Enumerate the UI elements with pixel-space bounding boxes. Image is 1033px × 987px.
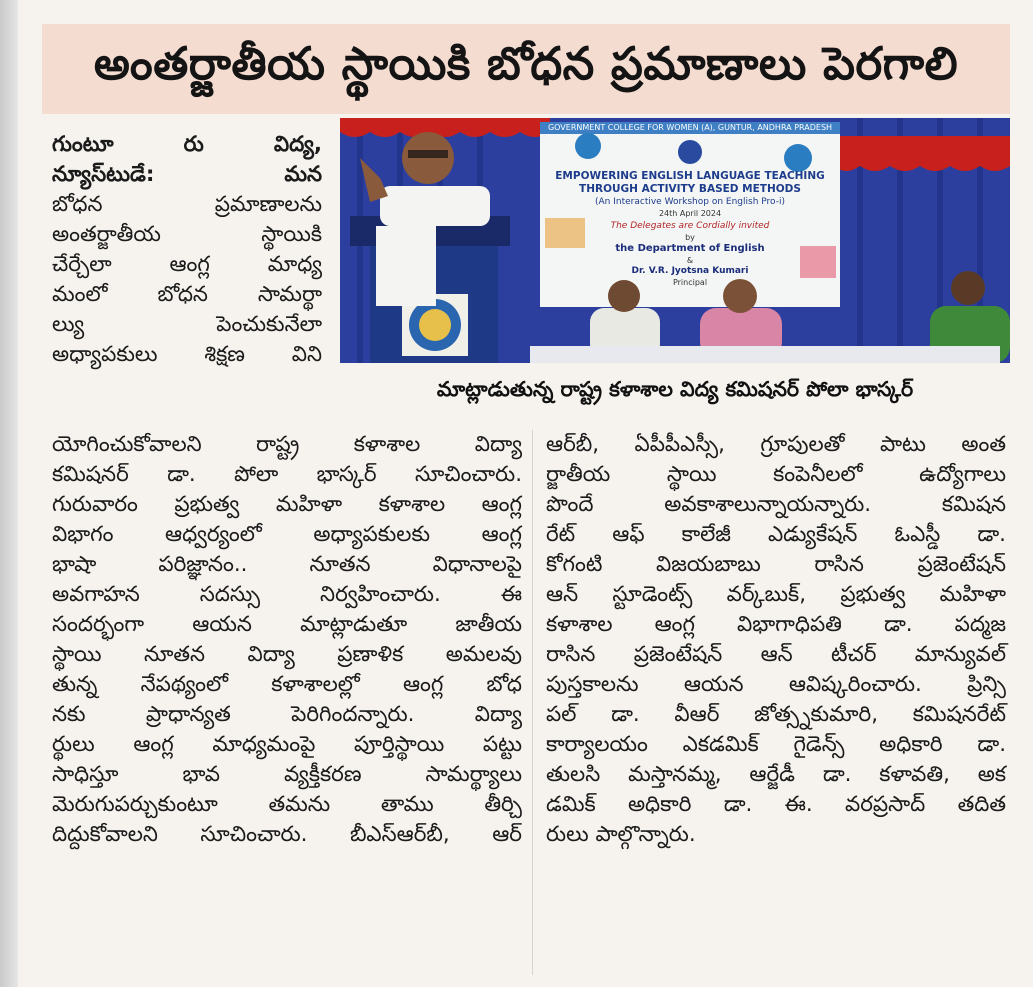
headline: అంతర్జాతీయ స్థాయికి బోధన ప్రమాణాలు పెరగాలి [93, 37, 959, 90]
article-line: అధ్యాపకులు శిక్షణ విని [52, 342, 322, 367]
banner-date: 24th April 2024 [658, 209, 722, 218]
article-line: పొందే అవకాశాలున్నాయన్నారు. కమిషన [546, 492, 1006, 517]
banner-college-name: GOVERNMENT COLLEGE FOR WOMEN (A), GUNTUR, ANDHRA PRADESH [547, 123, 833, 132]
article-line: స్థాయి నూతన విద్యా ప్రణాళిక అమలవు [52, 642, 522, 667]
dateline-line-2: న్యూస్‌టుడే: మన [52, 162, 322, 187]
article-line: కోగంటి విజయబాబు రాసిన ప్రజెంటేషన్ [546, 552, 1006, 577]
article-line: అంతర్జాతీయ స్థాయికి [52, 222, 322, 247]
article-line: కళాశాల ఆంగ్ల విభాగాధిపతి డా. పద్మజ [546, 612, 1006, 637]
article-line: కార్యాలయం ఎకడమిక్ గైడెన్స్ అధికారి డా. [546, 732, 1006, 757]
article-line: రులు పాల్గొన్నారు. [546, 822, 696, 847]
banner-principal-title: Principal [672, 278, 708, 287]
article-line: చేర్చేలా ఆంగ్ల మాధ్య [52, 252, 322, 277]
article-line: విభాగం ఆధ్వర్యంలో అధ్యాపకులకు ఆంగ్ల [52, 522, 522, 547]
article-line: పుస్తకాలను ఆయన ఆవిష్కరించారు. ప్రిన్సి [546, 672, 1006, 697]
banner-department: the Department of English [615, 243, 765, 254]
article-column-1-top [52, 130, 322, 370]
article-column-2 [546, 430, 1006, 850]
article-line: ర్థులు ఆంగ్ల మాధ్యమంపై పూర్తిస్థాయి పట్టు [52, 732, 522, 757]
banner-title-line-1: EMPOWERING ENGLISH LANGUAGE TEACHING [555, 170, 825, 182]
article-line: సాధిస్తూ భావ వ్యక్తీకరణ సామర్థ్యాలు [52, 762, 522, 787]
banner-subtitle: (An Interactive Workshop on English Pro-i) [595, 197, 785, 207]
banner-amp: & [686, 256, 694, 265]
article-line: బోధన ప్రమాణాలను [52, 192, 322, 217]
article-line: కమిషనర్ డా. పోలా భాస్కర్ సూచించారు. [52, 462, 522, 487]
article-line: నకు ప్రాధాన్యత పెరిగిందన్నారు. విద్యా [52, 702, 522, 727]
banner-invite: The Delegates are Cordially invited [610, 221, 770, 231]
article-line: రాసిన ప్రజెంటేషన్ ఆన్ టీచర్ మాన్యువల్ [546, 642, 1006, 667]
banner-title-line-2: THROUGH ACTIVITY BASED METHODS [579, 183, 801, 195]
article-line: సందర్భంగా ఆయన మాట్లాడుతూ జాతీయ [52, 612, 522, 637]
article-column-1-bottom [52, 430, 522, 850]
article-line: మెరుగుపర్చుకుంటూ తమను తాము తీర్చి [52, 792, 522, 817]
article-line: డమిక్ అధికారి డా. ఈ. వరప్రసాద్ తదిత [546, 792, 1006, 817]
article-line: ఆన్ స్టూడెంట్స్ వర్క్‌బుక్, ప్రభుత్వ మహిళా [546, 582, 1006, 607]
column-divider [532, 430, 533, 975]
article-line: రేట్ ఆఫ్ కాలేజీ ఎడ్యుకేషన్ ఓఎస్డీ డా. [546, 522, 1006, 547]
event-photo [340, 118, 1010, 363]
article-line: ఆర్‌బీ, ఏపీపీఎస్సీ, గ్రూపులతో పాటు అంత [546, 432, 1006, 457]
headline-banner [42, 24, 1010, 114]
article-line: మంలో బోధన సామర్థా [52, 282, 322, 307]
workshop-banner [540, 122, 840, 307]
article-line: తున్న నేపథ్యంలో కళాశాలల్లో ఆంగ్ల బోధ [52, 672, 522, 697]
article-line: తులసి మస్తానమ్మ, ఆర్జేడీ డా. కళావతి, అక [546, 762, 1006, 787]
article-line: యోగించుకోవాలని రాష్ట్ర కళాశాల విద్యా [52, 432, 522, 457]
article-line: పల్ డా. వీఆర్ జోత్స్నకుమారి, కమిషనరేట్ [546, 702, 1006, 727]
article-line: ర్జాతీయ స్థాయి కంపెనీలలో ఉద్యోగాలు [546, 462, 1006, 487]
article-line: గురువారం ప్రభుత్వ మహిళా కళాశాల ఆంగ్ల [52, 492, 522, 517]
article-line: దిద్దుకోవాలని సూచించారు. బీఎస్ఆర్‌బీ, ఆర్ [52, 822, 522, 847]
banner-principal-name: Dr. V.R. Jyotsna Kumari [631, 266, 749, 276]
article-line: భాషా పరిజ్ఞానం.. నూతన విధానాలపై [52, 552, 522, 577]
photo-caption: మాట్లాడుతున్న రాష్ట్ర కళాశాల విద్య కమిషనర్ పోలా భాస్కర్ [436, 376, 914, 401]
article-line: అవగాహన సదస్సు నిర్వహించారు. ఈ [52, 582, 522, 607]
dateline-line-1: గుంటూ రు విద్య, [52, 132, 322, 157]
article-line: ల్యు పెంచుకునేలా [52, 312, 322, 337]
page-edge-strip [0, 0, 18, 987]
banner-by: by [685, 233, 695, 242]
